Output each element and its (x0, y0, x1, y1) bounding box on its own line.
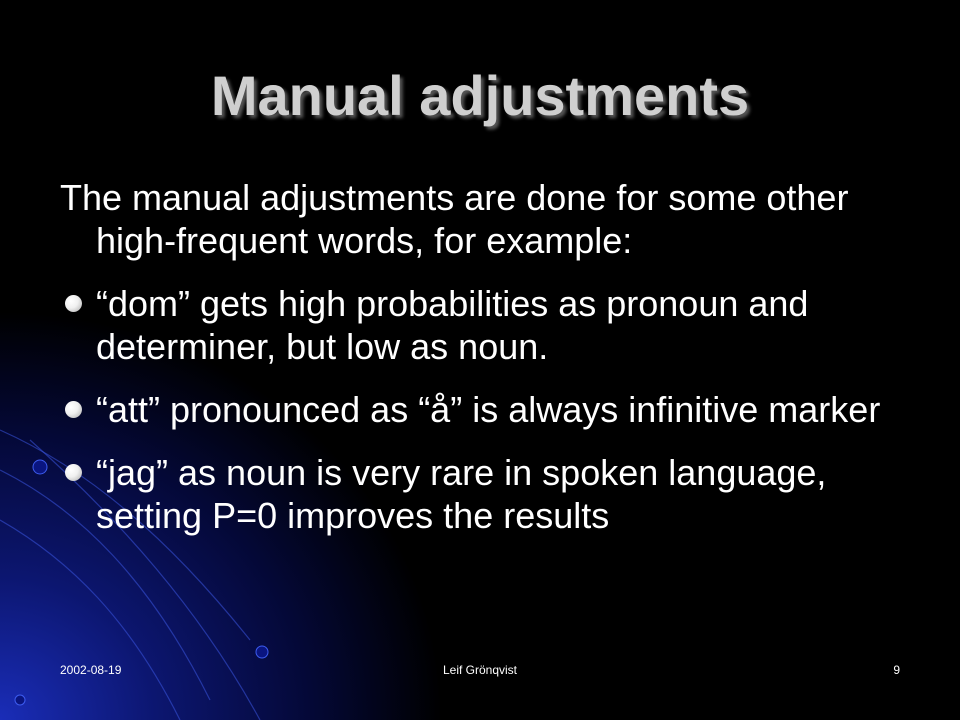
bullet-item (60, 388, 920, 431)
intro-paragraph: The manual adjustments are done for some other high-frequent words, for example: (60, 177, 849, 261)
bullet-text: “dom” gets high probabilities as pronoun and determiner, but low as noun. (96, 283, 809, 367)
bullet-item (60, 282, 920, 368)
decorative-dot (256, 646, 268, 658)
footer-author: Leif Grönqvist (442, 663, 518, 677)
bullet-text: “jag” as noun is very rare in spoken language, setting P=0 improves the results (96, 452, 827, 536)
footer-date: 2002-08-19 (60, 663, 122, 677)
slide-body (60, 176, 920, 557)
bullet-icon (65, 464, 82, 481)
slide-title: Manual adjustments (210, 64, 750, 127)
bullet-list (60, 282, 920, 537)
decorative-dot (33, 460, 47, 474)
bullet-item (60, 451, 920, 537)
footer-page-number: 9 (893, 663, 900, 677)
bullet-icon (65, 295, 82, 312)
decorative-dot (15, 695, 25, 705)
bullet-icon (65, 401, 82, 418)
bullet-text: “att” pronounced as “å” is always infinitive marker (96, 389, 881, 430)
